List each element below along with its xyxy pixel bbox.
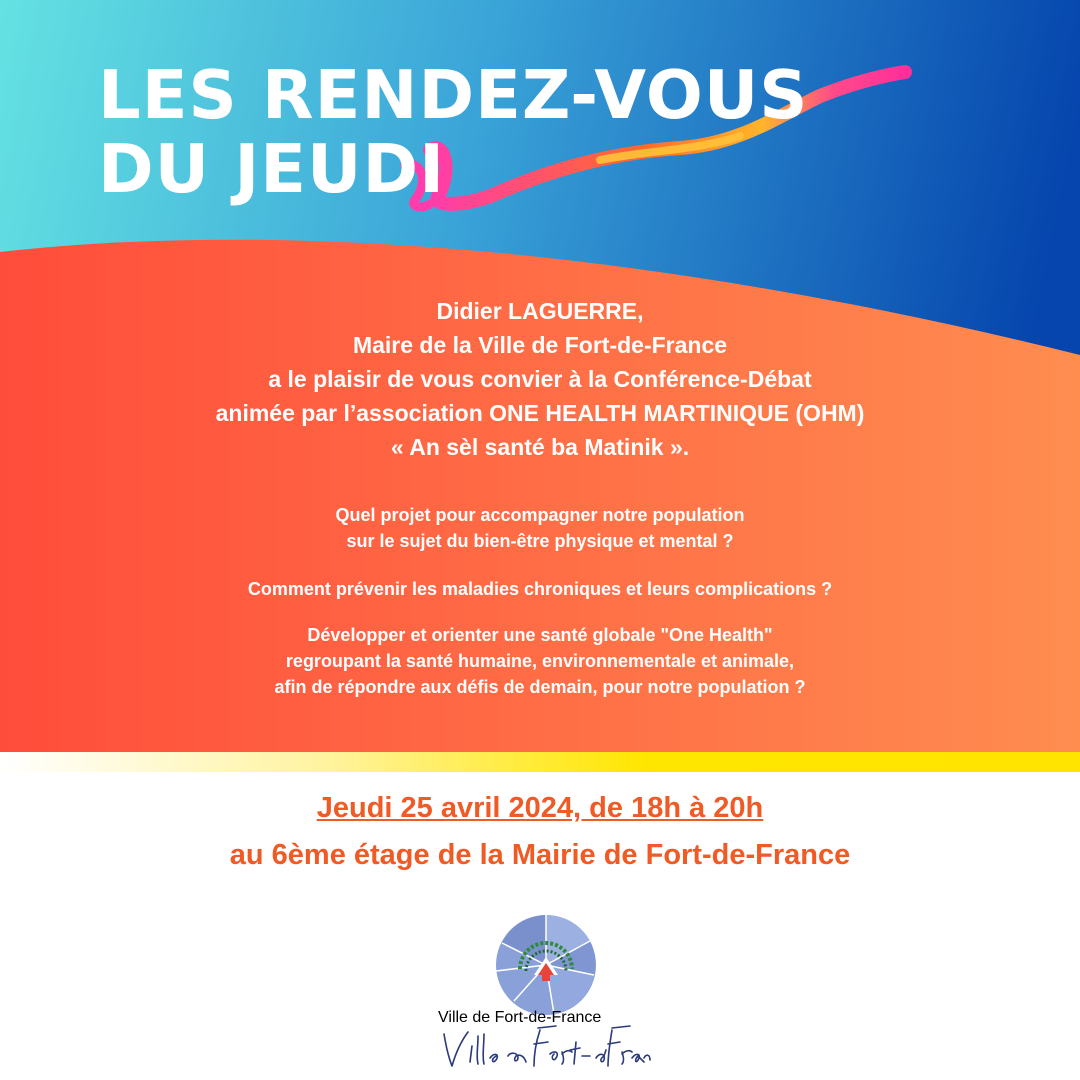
question-3 bbox=[0, 622, 1080, 700]
title-line-1: LES RENDEZ-VOUS bbox=[98, 56, 809, 134]
invitation-line-4: animée par l’association ONE HEALTH MARTINIQUE (OHM) bbox=[215, 400, 865, 426]
yellow-band bbox=[0, 752, 1080, 774]
invitation-line-2: Maire de la Ville de Fort-de-France bbox=[352, 332, 728, 358]
invitation-line-3: a le plaisir de vous convier à la Conférence-Débat bbox=[268, 366, 812, 392]
question-3-line-2: regroupant la santé humaine, environnementale et animale, bbox=[285, 651, 795, 671]
question-1-line-1: Quel projet pour accompagner notre population bbox=[335, 505, 745, 525]
signature-text: Ville de Fort-de-France bbox=[438, 1009, 602, 1026]
question-1-line-2: sur le sujet du bien-être physique et mental ? bbox=[346, 531, 734, 551]
question-3-line-1: Développer et orienter une santé globale "One Health" bbox=[307, 625, 773, 645]
page-title bbox=[98, 58, 809, 206]
event-date: Jeudi 25 avril 2024, de 18h à 20h bbox=[316, 792, 764, 824]
invitation-line-5: « An sèl santé ba Matinik ». bbox=[390, 434, 690, 460]
signature-ville-de-fort-de-france bbox=[438, 1009, 652, 1072]
question-2-line-1: Comment prévenir les maladies chroniques et leurs complications ? bbox=[247, 579, 833, 599]
city-logo-icon bbox=[494, 913, 598, 1017]
question-3-line-3: afin de répondre aux défis de demain, pour notre population ? bbox=[274, 677, 806, 697]
title-line-2: DU JEUDI bbox=[98, 130, 445, 208]
invitation-line-1: Didier LAGUERRE, bbox=[436, 298, 644, 324]
question-2 bbox=[0, 576, 1080, 602]
question-1 bbox=[0, 502, 1080, 554]
invitation-text bbox=[0, 294, 1080, 464]
event-venue: au 6ème étage de la Mairie de Fort-de-France bbox=[229, 839, 851, 871]
